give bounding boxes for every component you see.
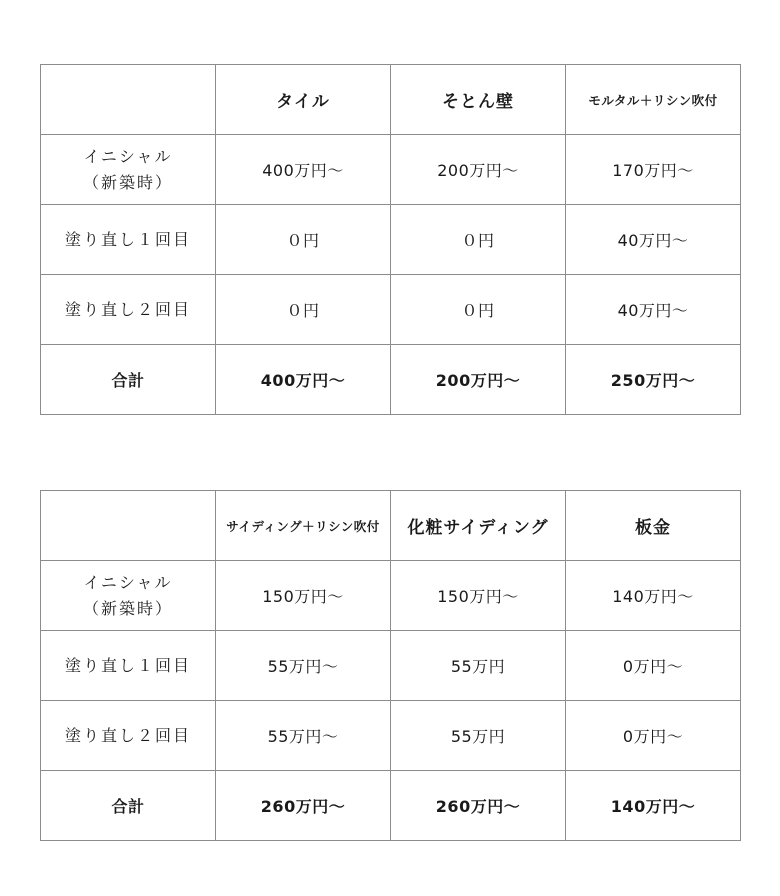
row-label-line2: （新築時）	[82, 598, 173, 618]
header-siding-lysin: サイディング＋リシン吹付	[216, 491, 391, 561]
row-label-initial	[41, 561, 216, 631]
cost-comparison-table-2	[40, 490, 741, 841]
cell-value: 400万円〜	[216, 135, 391, 205]
table-row	[41, 275, 741, 345]
table-row	[41, 205, 741, 275]
row-label-total: 合計	[41, 771, 216, 841]
cell-total: 200万円〜	[391, 345, 566, 415]
cell-value: ０円	[391, 275, 566, 345]
cell-value: 0万円〜	[566, 631, 741, 701]
row-label-line2: （新築時）	[82, 172, 173, 192]
header-tile: タイル	[216, 65, 391, 135]
cell-value: 150万円〜	[216, 561, 391, 631]
cell-total: 140万円〜	[566, 771, 741, 841]
cell-value: ０円	[216, 205, 391, 275]
cell-value: 40万円〜	[566, 275, 741, 345]
table-header-row	[41, 491, 741, 561]
header-soton-wall: そとん壁	[391, 65, 566, 135]
cell-value: 55万円	[391, 701, 566, 771]
row-label-line1: イニシャル	[83, 146, 173, 166]
table-row	[41, 631, 741, 701]
cell-value: ０円	[216, 275, 391, 345]
header-mortar-lysin: モルタル＋リシン吹付	[566, 65, 741, 135]
cell-value: 40万円〜	[566, 205, 741, 275]
cell-total: 400万円〜	[216, 345, 391, 415]
table-row-total	[41, 771, 741, 841]
table-header-row	[41, 65, 741, 135]
table-row	[41, 135, 741, 205]
cell-total: 250万円〜	[566, 345, 741, 415]
cell-total: 260万円〜	[391, 771, 566, 841]
cell-value: 140万円〜	[566, 561, 741, 631]
cell-value: 150万円〜	[391, 561, 566, 631]
row-label-initial	[41, 135, 216, 205]
row-label-repaint-2: 塗り直し２回目	[41, 275, 216, 345]
row-label-repaint-1: 塗り直し１回目	[41, 205, 216, 275]
header-decorative-siding: 化粧サイディング	[391, 491, 566, 561]
cell-value: 200万円〜	[391, 135, 566, 205]
row-label-repaint-2: 塗り直し２回目	[41, 701, 216, 771]
table-row	[41, 561, 741, 631]
cell-value: 55万円〜	[216, 701, 391, 771]
cell-value: 170万円〜	[566, 135, 741, 205]
cost-comparison-table-1	[40, 64, 741, 415]
row-label-line1: イニシャル	[83, 572, 173, 592]
cell-value: 0万円〜	[566, 701, 741, 771]
table-row-total	[41, 345, 741, 415]
header-empty-cell	[41, 491, 216, 561]
header-empty-cell	[41, 65, 216, 135]
table-row	[41, 701, 741, 771]
row-label-repaint-1: 塗り直し１回目	[41, 631, 216, 701]
cell-total: 260万円〜	[216, 771, 391, 841]
cell-value: 55万円	[391, 631, 566, 701]
row-label-total: 合計	[41, 345, 216, 415]
header-sheet-metal: 板金	[566, 491, 741, 561]
cell-value: ０円	[391, 205, 566, 275]
cell-value: 55万円〜	[216, 631, 391, 701]
